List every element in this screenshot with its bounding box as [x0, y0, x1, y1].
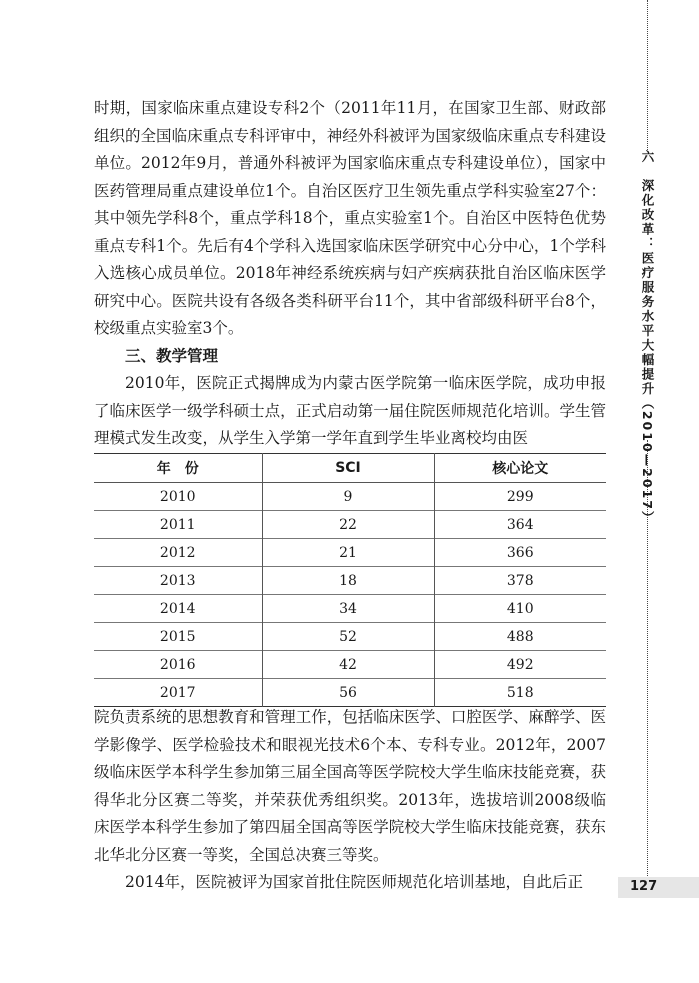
cell-core: 518 — [434, 679, 606, 707]
header-year: 年 份 — [94, 454, 262, 483]
cell-core: 488 — [434, 623, 606, 651]
table-row — [94, 483, 606, 511]
cell-sci: 9 — [262, 483, 434, 511]
table-row — [94, 679, 606, 707]
cell-core: 364 — [434, 511, 606, 539]
cell-core: 492 — [434, 651, 606, 679]
table-row — [94, 651, 606, 679]
side-dotted-rule — [647, 0, 648, 150]
table-row — [94, 539, 606, 567]
cell-core: 378 — [434, 567, 606, 595]
table-header-row — [94, 454, 606, 483]
cell-sci: 21 — [262, 539, 434, 567]
cell-sci: 52 — [262, 623, 434, 651]
cell-year: 2011 — [94, 511, 262, 539]
chapter-number: 六 — [640, 150, 655, 165]
cell-year: 2017 — [94, 679, 262, 707]
cell-sci: 56 — [262, 679, 434, 707]
cell-year: 2014 — [94, 595, 262, 623]
cell-sci: 18 — [262, 567, 434, 595]
paragraph: 2014年，医院被评为国家首批住院医师规范化培训基地，自此后正 — [125, 873, 583, 891]
publication-table — [94, 453, 606, 707]
cell-core: 410 — [434, 595, 606, 623]
cell-year: 2010 — [94, 483, 262, 511]
chapter-title: 深化改革：医疗服务水平大幅提升（2010—2017） — [640, 178, 655, 526]
table-row — [94, 595, 606, 623]
cell-year: 2016 — [94, 651, 262, 679]
cell-sci: 22 — [262, 511, 434, 539]
table-row — [94, 567, 606, 595]
body-text-bottom — [94, 704, 606, 897]
cell-year: 2015 — [94, 623, 262, 651]
cell-year: 2012 — [94, 539, 262, 567]
table-row — [94, 511, 606, 539]
cell-sci: 42 — [262, 651, 434, 679]
cell-core: 299 — [434, 483, 606, 511]
section-heading: 三、教学管理 — [125, 346, 219, 365]
body-text-top — [94, 95, 606, 453]
paragraph: 2010年，医院正式揭牌成为内蒙古医学院第一临床医学院，成功申报了临床医学一级学科硕士点，正式启动第一届住院医师规范化培训。学生管理模式发生改变，从学生入学第一学年直到学生毕业离校均由医 — [94, 374, 606, 447]
header-sci: SCI — [262, 454, 434, 483]
page-number: 127 — [630, 879, 658, 894]
table-row — [94, 623, 606, 651]
header-core-papers: 核心论文 — [434, 454, 606, 483]
paragraph: 时期，国家临床重点建设专科2个（2011年11月，在国家卫生部、财政部组织的全国临床重点专科评审中，神经外科被评为国家级临床重点专科建设单位。2012年9月，普通外科被评为国家临床重点专科建设单位），国家中医药管理局重点建设单位1个。自治区医疗卫生领先重点学科实验室27个：其中领先学科8个，重点学科18个，重点实验室1个。自治区中医特色优势重点专科1个。先后有4个学科入选国家临床医学研究中心分中心，1个学科入选核心成员单位。2018年神经系统疾病与妇产疾病获批自治区临床医学研究中心。医院共设有各级各类科研平台11个，其中省部级科研平台8个，校级重点实验室3个。 — [94, 99, 606, 337]
cell-core: 366 — [434, 539, 606, 567]
cell-year: 2013 — [94, 567, 262, 595]
paragraph: 院负责系统的思想教育和管理工作，包括临床医学、口腔医学、麻醉学、医学影像学、医学检验技术和眼视光技术6个本、专科专业。2012年，2007级临床医学本科学生参加第三届全国高等医学院校大学生临床技能竞赛，获得华北分区赛二等奖，并荣获优秀组织奖。2013年，选拔培训2008级临床医学本科学生参加了第四届全国高等医学院校大学生临床技能竞赛，获东北华北分区赛一等奖，全国总决赛三等奖。 — [94, 708, 606, 864]
cell-sci: 34 — [262, 595, 434, 623]
running-header — [637, 150, 657, 525]
